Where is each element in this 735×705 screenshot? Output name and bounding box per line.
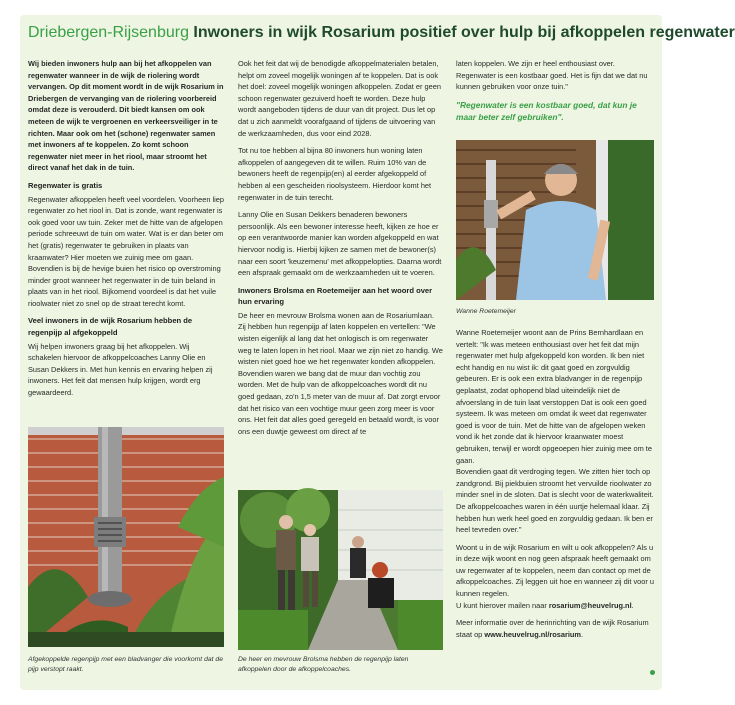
photo-roetemeijer xyxy=(456,140,654,300)
paragraph-hulp: Wij helpen inwoners graag bij het afkoppelen. Wij schakelen hiervoor de afkoppelcoaches Lanny Olie en Susan Dekkers in. Met hun kennis en ervaring helpen zij inwoners. Het feit dat mensen hulp krijgen, wordt erg gewaardeerd. xyxy=(28,341,213,398)
more-prefix: Meer informatie over de herinrichting van de wijk Rosarium staat op xyxy=(456,618,649,639)
paragraph-voordelen: Regenwater afkoppelen heeft veel voordelen. Voorheen liep regenwater zo het riool in. Dat is zonde, want regenwater is ook goed voor uw tuin. Zeker met de hitte van de afgelopen periode schreeuwt de tuin om water. Wat is er dan beter om het (gratis) regenwater te gebruiken in plaats van kraanwater? Hier moeten we zuinig mee om gaan. Bovendien is bij de hevige buien het risico op overstroming minder groot wanneer het regenwater in de tuin beland in plaats van in het riool. Bijkomend voordeel is dat het vuile rioolwater niet zo snel op de straat terecht komt. xyxy=(28,194,224,308)
column-1 xyxy=(28,58,224,405)
paragraph-mail xyxy=(456,600,656,612)
paragraph-verdroging: Bovendien gaat dit verdroging tegen. We zitten hier toch op zandgrond. Bij piekbuien stroomt het vervuilde rioolwater zo minder snel in de sloten. Dat is slecht voor de waterkwaliteit. De afkoppelcoaches waren in één uurtje helemaal klaar. Zij hebben hun werk heel goed en zorgvuldig gedaan. Ik ben er heel tevreden over." xyxy=(456,467,654,535)
caption-roetemeijer: Wanne Roetemeijer xyxy=(456,308,516,315)
caption-downspout: Afgekoppelde regenpijp met een bladvanger die voorkomt dat de pijp verstopt raakt. xyxy=(28,656,223,673)
paragraph-materialen: Ook het feit dat wij de benodigde afkoppelmaterialen betalen, helpt om zoveel mogelijk woningen af te koppelen. Dat is ook het doel: zoveel mogelijk woningen afkoppelen. Zodat er geen schoon regenwater gezuiverd hoeft te worden. Deze hulp wordt aangeboden tijdens de duur van dit project. Dus let op dat u zich aanmeldt voorafgaand of tijdens de uitvoering van de werkzaamheden, dus voor eind 2028. xyxy=(238,59,441,138)
more-suffix: . xyxy=(581,629,584,639)
paragraph-vervolg: laten koppelen. We zijn er heel enthousiast over. Regenwater is een kostbaar goed. Het is fijn dat we dat nu kunnen gebruiken voor onze tuin." xyxy=(456,59,648,92)
heading-regenwater-gratis: Regenwater is gratis xyxy=(28,180,103,190)
mail-link[interactable]: rosarium@heuvelrug.nl xyxy=(548,600,632,610)
photo-downspout xyxy=(28,427,224,647)
headline-title: Inwoners in wijk Rosarium positief over hulp bij afkoppelen regenwater xyxy=(193,24,735,41)
paragraph-contact: Woont u in de wijk Rosarium en wilt u ook afkoppelen? Als u in deze wijk woont en nog geen afspraak heeft gemaakt om uw regenwater af te koppelen, neem dan contact op met de afkoppelcoaches. Zij leggen uit hoe en wanneer zij dit voor u kunnen regelen. xyxy=(456,542,655,599)
column-3-lower xyxy=(456,327,656,646)
heading-rosarium-afgekoppeld: Veel inwoners in de wijk Rosarium hebben de regenpijp al afgekoppeld xyxy=(28,316,193,338)
mail-prefix: U kunt hierover mailen naar xyxy=(456,600,549,610)
intro-paragraph: Wij bieden inwoners hulp aan bij het afkoppelen van regenwater wanneer in de wijk de riolering wordt vervangen. Op dit moment wordt in de wijk Rosarium in Driebergen de vervanging van de riolering voorbereid omdat deze is verouderd. Dit biedt kansen om ook meteen de wijk te vergroenen en verkeersveiliger in te richten. Maar ook om het (schone) regenwater samen met inwoners af te koppelen. Zo komt schoon regenwater niet meer in het riool, maar stroomt het direct vanaf het dak in de tuin. xyxy=(28,59,224,173)
article-headline xyxy=(28,22,735,44)
column-3 xyxy=(456,58,656,129)
column-2 xyxy=(238,58,443,443)
heading-ervaring: Inwoners Brolsma en Roetemeijer aan het woord over hun ervaring xyxy=(238,285,433,307)
end-bullet xyxy=(650,670,655,675)
photo-brolsma xyxy=(238,490,443,650)
paragraph-aantallen: Tot nu toe hebben al bijna 80 inwoners hun woning laten afkoppelen of aangegeven dit te willen. Ruim 10% van de bewoners heeft de regenpijp(en) al eerder afgekoppeld of hebben al een gescheiden rioolsysteem. Hierdoor komt het regenwater in de tuin terecht. xyxy=(238,146,432,202)
paragraph-coaches: Lanny Olie en Susan Dekkers benaderen bewoners persoonlijk. Als een bewoner interesse heeft, kijken ze hoe er op een verantwoorde manier kan worden afgekoppeld en wat hiervoor nodig is. Hierbij kijken ze samen met de bewoner(s) naar een soort 'keuzemenu' met afkoppelopties. Daarna wordt een afspraak gemaakt om de werkzaamheden uit te voeren. xyxy=(238,210,442,278)
caption-brolsma: De heer en mevrouw Brolsma hebben de regenpijp laten afkoppelen door de afkoppelcoaches. xyxy=(238,656,409,673)
pull-quote: "Regenwater is een kostbaar goed, dat kun je maar beter zelf gebruiken". xyxy=(456,99,637,122)
headline-region: Driebergen-Rijsenburg xyxy=(28,24,189,41)
paragraph-brolsma: De heer en mevrouw Brolsma wonen aan de Rosariumlaan. Zij hebben hun regenpijp af laten koppelen en vertellen: "We wisten eigenlijk al lang dat het onlogisch is om regenwater weg te laten lopen in het riool. Maar we zijn niet zo handig. We wisten niet goed hoe we het regenwater konden afkoppelen. Bovendien waren we bang dat de muur dan vochtig zou worden. Met de hulp van de afkoppelcoaches wordt dit nu goed gedaan, zo'n 1,5 meter van de muur af. Dat zorgt ervoor dat het risico van een vochtige muur geen zorg meer is voor ons. Het feit dat alles goed geregeld en betaald wordt, is voor ons een duwtje geweest om direct af te xyxy=(238,310,443,436)
website-link[interactable]: www.heuvelrug.nl/rosarium xyxy=(484,629,582,639)
paragraph-roetemeijer: Wanne Roetemeijer woont aan de Prins Bernhardlaan en vertelt: "Ik was meteen enthousiast over het feit dat mijn regenwater met hulp afgekoppeld kon worden. Ik ben niet echt handig en nu wist ik: dit gaat goed en zorgvuldig gebeuren. Er is ook een extra bladvanger in de regenpijp geplaatst, zodat ophopend blad uiteindelijk niet de afvoerslang in de tuin laat verstoppen Dat is ook een goed systeem. Ik was meteen om omdat ik weet dat regenwater goed is voor de tuin. Met de hitte van de afgelopen weken vond ik het zonde dat ik hiervoor kraanwater moest gebruiken, terwijl er wordt opgeoepen hier zuinig mee om te gaan. xyxy=(456,328,652,465)
paragraph-meer-info xyxy=(456,617,656,640)
mail-suffix: . xyxy=(631,600,634,610)
